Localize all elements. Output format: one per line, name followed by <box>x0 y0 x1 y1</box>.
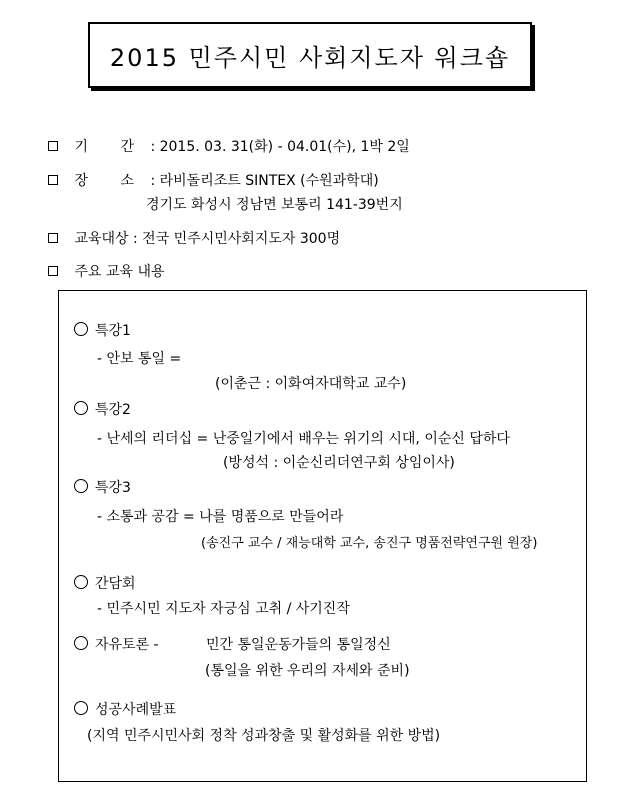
info-period <box>48 136 410 156</box>
place-value: : 라비돌리조트 SINTEX (수원과학대) <box>150 173 379 189</box>
period-label-1: 기 <box>74 139 88 155</box>
info-place <box>48 170 379 190</box>
page-title: 2015 민주시민 사회지도자 워크숍 <box>109 43 511 72</box>
place-label-2: 소 <box>120 173 134 189</box>
target-label: 교육대상 <box>74 231 129 247</box>
session-4-title-row <box>74 573 136 593</box>
circle-bullet-icon <box>74 636 88 650</box>
period-value: : 2015. 03. 31(화) - 04.01(수), 1박 2일 <box>150 139 410 155</box>
program-box <box>58 290 587 782</box>
circle-bullet-icon <box>74 479 88 493</box>
session-3-speaker: (송진구 교수 / 재능대학 교수, 송진구 명품전략연구원 원장) <box>201 536 538 551</box>
session-2-topic: - 난세의 리더십 = 난중일기에서 배우는 위기의 시대, 이순신 답하다 <box>97 431 510 447</box>
session-2-speaker: (방성석 : 이순신리더연구회 상임이사) <box>223 455 455 471</box>
content-label: 주요 교육 내용 <box>74 264 165 280</box>
session-2-title-row <box>74 399 131 419</box>
session-1-title-row <box>74 320 131 340</box>
session-2-title: 특강2 <box>95 402 131 418</box>
circle-bullet-icon <box>74 401 88 415</box>
info-target <box>48 228 340 248</box>
place-label-1: 장 <box>74 173 88 189</box>
session-5-topic: 민간 통일운동가들의 통일정신 <box>206 637 391 653</box>
session-6-sub: (지역 민주시민사회 정착 성과창출 및 활성화를 위한 방법) <box>87 728 441 744</box>
session-3-title-row <box>74 477 131 497</box>
circle-bullet-icon <box>74 575 88 589</box>
session-4-topic: - 민주시민 지도자 자긍심 고취 / 사기진작 <box>97 601 350 617</box>
period-label-2: 간 <box>120 139 134 155</box>
session-3-title: 특강3 <box>95 480 131 496</box>
square-bullet-icon <box>48 233 58 243</box>
place-address: 경기도 화성시 정남면 보통리 141-39번지 <box>146 197 403 213</box>
session-3-topic: - 소통과 공감 = 나를 명품으로 만들어라 <box>97 509 344 525</box>
info-content <box>48 261 165 281</box>
square-bullet-icon <box>48 141 58 151</box>
session-6-title-row <box>74 699 176 719</box>
circle-bullet-icon <box>74 322 88 336</box>
session-5-sub: (통일을 위한 우리의 자세와 준비) <box>205 663 410 679</box>
title-box <box>88 22 532 88</box>
square-bullet-icon <box>48 266 58 276</box>
square-bullet-icon <box>48 175 58 185</box>
session-1-speaker: (이춘근 : 이화여자대학교 교수) <box>215 376 407 392</box>
session-5-title: 자유토론 - <box>95 637 159 653</box>
session-5-title-row <box>74 634 159 654</box>
session-1-title: 특강1 <box>95 323 131 339</box>
target-value: : 전국 민주시민사회지도자 300명 <box>133 231 341 247</box>
session-1-topic: - 안보 통일 = <box>97 351 182 367</box>
circle-bullet-icon <box>74 701 88 715</box>
session-6-title: 성공사례발표 <box>95 702 177 718</box>
session-4-title: 간담회 <box>95 576 136 592</box>
